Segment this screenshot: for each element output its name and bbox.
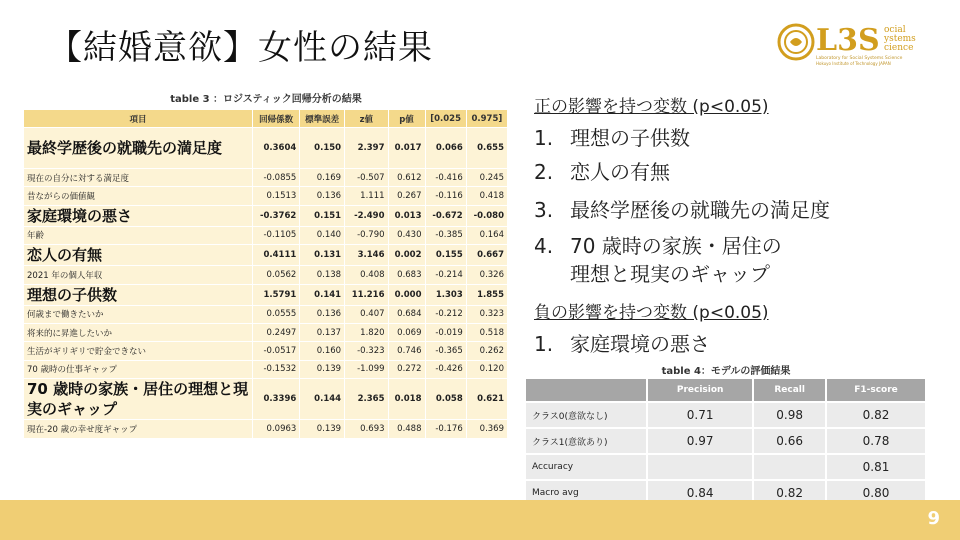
cell-value: 0.408 — [345, 266, 388, 284]
logo-subtitle-2: Hokuyo Institute of Technology JAPAN — [816, 61, 891, 66]
slide-title: 【結婚意欲】女性の結果 — [48, 28, 433, 68]
row-label: 家庭環境の悪さ — [24, 205, 253, 226]
cell-value: 0.655 — [466, 128, 507, 169]
cell-value — [647, 454, 753, 480]
cell-value: 0.84 — [647, 480, 753, 506]
negative-heading: 負の影響を持つ変数 (p<0.05) — [534, 303, 769, 323]
cell-value: 0.017 — [388, 128, 425, 169]
cell-value: -0.507 — [345, 169, 388, 187]
col-header — [526, 379, 647, 402]
cell-value: 0.612 — [388, 169, 425, 187]
cell-value: 0.81 — [826, 454, 926, 480]
table-row — [24, 266, 508, 284]
row-label: 理想の子供数 — [24, 284, 253, 305]
cell-value: 0.150 — [300, 128, 345, 169]
table-row — [24, 128, 508, 169]
cell-value: -0.0855 — [253, 169, 300, 187]
table-row — [24, 323, 508, 341]
row-label: 70 歳時の家族・居住の理想と現実のギャップ — [24, 379, 253, 420]
row-label: クラス1(意欲あり) — [526, 428, 647, 454]
cell-value: -0.323 — [345, 342, 388, 360]
cell-value: -0.385 — [425, 226, 466, 244]
cell-value: -0.3762 — [253, 205, 300, 226]
cell-value: 0.069 — [388, 323, 425, 341]
col-header: 標準誤差 — [300, 110, 345, 128]
cell-value: 0.245 — [466, 169, 507, 187]
row-label: 現在の自分に対する満足度 — [24, 169, 253, 187]
table-row — [24, 420, 508, 438]
logo-stack — [884, 26, 916, 53]
cell-value: 0.693 — [345, 420, 388, 438]
cell-value: -0.080 — [466, 205, 507, 226]
col-header: 0.975] — [466, 110, 507, 128]
cell-value: 1.303 — [425, 284, 466, 305]
col-header: Recall — [753, 379, 826, 402]
item-text: 恋人の有無 — [570, 160, 670, 184]
cell-value: -0.212 — [425, 305, 466, 323]
cell-value: 0.262 — [466, 342, 507, 360]
item-number: 2. — [534, 160, 554, 184]
col-header: p値 — [388, 110, 425, 128]
row-label: 将来的に昇進したいか — [24, 323, 253, 341]
cell-value: 0.518 — [466, 323, 507, 341]
table-header-row — [24, 110, 508, 128]
cell-value: 0.137 — [300, 323, 345, 341]
cell-value: 0.82 — [753, 480, 826, 506]
cell-value: 0.267 — [388, 187, 425, 205]
cell-value: 3.146 — [345, 245, 388, 266]
cell-value: 0.155 — [425, 245, 466, 266]
negative-item — [534, 328, 710, 357]
logo-stack-2: ystems — [884, 34, 916, 44]
cell-value: 0.407 — [345, 305, 388, 323]
logo-text: L3S — [816, 23, 880, 58]
cell-value: 0.323 — [466, 305, 507, 323]
table3-caption: table 3 ：ロジスティック回帰分析の結果 — [170, 94, 362, 105]
table-row — [24, 284, 508, 305]
cell-value: 0.139 — [300, 360, 345, 378]
cell-value: 0.131 — [300, 245, 345, 266]
cell-value: 0.139 — [300, 420, 345, 438]
table-row — [526, 402, 926, 428]
table-row — [526, 428, 926, 454]
cell-value: 0.169 — [300, 169, 345, 187]
cell-value: 0.3604 — [253, 128, 300, 169]
cell-value: 1.820 — [345, 323, 388, 341]
cell-value: 2.397 — [345, 128, 388, 169]
cell-value — [753, 454, 826, 480]
cell-value: 1.111 — [345, 187, 388, 205]
item-number: 3. — [534, 198, 554, 222]
cell-value: 0.164 — [466, 226, 507, 244]
cell-value: 0.136 — [300, 187, 345, 205]
row-label: 年齢 — [24, 226, 253, 244]
cell-value: -0.0517 — [253, 342, 300, 360]
table-header-row — [526, 379, 926, 402]
table-row — [24, 226, 508, 244]
cell-value: 0.82 — [826, 402, 926, 428]
cell-value: -1.099 — [345, 360, 388, 378]
logo-emblem-icon — [776, 22, 816, 62]
table-row — [24, 245, 508, 266]
cell-value: 2.365 — [345, 379, 388, 420]
col-header: [0.025 — [425, 110, 466, 128]
cell-value: 0.2497 — [253, 323, 300, 341]
cell-value: -0.365 — [425, 342, 466, 360]
cell-value: 0.418 — [466, 187, 507, 205]
logo-stack-3: cience — [884, 43, 914, 53]
cell-value: 0.000 — [388, 284, 425, 305]
cell-value: 0.1513 — [253, 187, 300, 205]
cell-value: 0.0963 — [253, 420, 300, 438]
cell-value: 0.141 — [300, 284, 345, 305]
col-header: z値 — [345, 110, 388, 128]
cell-value: -0.426 — [425, 360, 466, 378]
regression-table — [24, 110, 508, 438]
row-label: 70 歳時の仕事ギャップ — [24, 360, 253, 378]
cell-value: 0.140 — [300, 226, 345, 244]
cell-value: -0.019 — [425, 323, 466, 341]
cell-value: -0.214 — [425, 266, 466, 284]
table-row — [24, 342, 508, 360]
positive-item — [534, 230, 782, 286]
cell-value: 0.667 — [466, 245, 507, 266]
cell-value: 0.066 — [425, 128, 466, 169]
logo-subtitle: Laboratory for Social Systems Science — [816, 56, 903, 61]
cell-value: -0.416 — [425, 169, 466, 187]
item-text: 理想の子供数 — [570, 126, 690, 150]
l3s-logo — [772, 20, 932, 66]
cell-value: 0.78 — [826, 428, 926, 454]
cell-value: 0.0562 — [253, 266, 300, 284]
row-label: 2021 年の個人年収 — [24, 266, 253, 284]
cell-value: 0.4111 — [253, 245, 300, 266]
item-text-continued: 理想と現実のギャップ — [570, 262, 770, 286]
cell-value: 0.272 — [388, 360, 425, 378]
positive-item — [534, 194, 830, 223]
cell-value: -0.790 — [345, 226, 388, 244]
cell-value: 0.136 — [300, 305, 345, 323]
row-label: Macro avg — [526, 480, 647, 506]
cell-value: -0.116 — [425, 187, 466, 205]
row-label: Accuracy — [526, 454, 647, 480]
item-text: 家庭環境の悪さ — [570, 332, 710, 356]
cell-value: 0.66 — [753, 428, 826, 454]
item-number: 4. — [534, 234, 554, 258]
table-row — [24, 205, 508, 226]
row-label: 生活がギリギリで貯金できない — [24, 342, 253, 360]
cell-value: -2.490 — [345, 205, 388, 226]
cell-value: -0.672 — [425, 205, 466, 226]
cell-value: 0.058 — [425, 379, 466, 420]
row-label: クラス0(意欲なし) — [526, 402, 647, 428]
table-row — [24, 379, 508, 420]
cell-value: 0.138 — [300, 266, 345, 284]
item-text: 70 歳時の家族・居住の — [570, 234, 782, 258]
positive-item — [534, 156, 670, 185]
cell-value: 11.216 — [345, 284, 388, 305]
table4-caption: table 4：モデルの評価結果 — [661, 366, 791, 377]
cell-value: 0.160 — [300, 342, 345, 360]
cell-value: 1.855 — [466, 284, 507, 305]
page-number: 9 — [927, 508, 940, 529]
cell-value: -0.176 — [425, 420, 466, 438]
cell-value: 0.683 — [388, 266, 425, 284]
cell-value: 0.98 — [753, 402, 826, 428]
cell-value: 0.151 — [300, 205, 345, 226]
col-header: 項目 — [24, 110, 253, 128]
positive-heading: 正の影響を持つ変数 (p<0.05) — [534, 97, 769, 117]
cell-value: 0.430 — [388, 226, 425, 244]
cell-value: -0.1532 — [253, 360, 300, 378]
cell-value: 0.144 — [300, 379, 345, 420]
row-label: 最終学歴後の就職先の満足度 — [24, 128, 253, 169]
row-label: 現在-20 歳の幸せ度ギャップ — [24, 420, 253, 438]
cell-value: 0.0555 — [253, 305, 300, 323]
cell-value: 1.5791 — [253, 284, 300, 305]
cell-value: 0.71 — [647, 402, 753, 428]
logo-stack-1: ocial — [884, 25, 906, 35]
positive-item — [534, 122, 690, 151]
cell-value: 0.369 — [466, 420, 507, 438]
cell-value: 0.80 — [826, 480, 926, 506]
cell-value: -0.1105 — [253, 226, 300, 244]
cell-value: 0.488 — [388, 420, 425, 438]
row-label: 昔ながらの価値観 — [24, 187, 253, 205]
item-text: 最終学歴後の就職先の満足度 — [570, 198, 830, 222]
footer-bar — [0, 500, 960, 540]
table-row — [526, 454, 926, 480]
cell-value: 0.120 — [466, 360, 507, 378]
cell-value: 0.018 — [388, 379, 425, 420]
cell-value: 0.002 — [388, 245, 425, 266]
cell-value: 0.621 — [466, 379, 507, 420]
col-header: 回帰係数 — [253, 110, 300, 128]
col-header: Precision — [647, 379, 753, 402]
cell-value: 0.3396 — [253, 379, 300, 420]
cell-value: 0.97 — [647, 428, 753, 454]
table-row — [24, 305, 508, 323]
col-header: F1-score — [826, 379, 926, 402]
cell-value: 0.684 — [388, 305, 425, 323]
cell-value: 0.326 — [466, 266, 507, 284]
item-number: 1. — [534, 126, 554, 150]
table-row — [24, 360, 508, 378]
table-row — [24, 169, 508, 187]
item-number: 1. — [534, 332, 554, 356]
table-row — [24, 187, 508, 205]
row-label: 恋人の有無 — [24, 245, 253, 266]
cell-value: 0.013 — [388, 205, 425, 226]
cell-value: 0.746 — [388, 342, 425, 360]
row-label: 何歳まで働きたいか — [24, 305, 253, 323]
